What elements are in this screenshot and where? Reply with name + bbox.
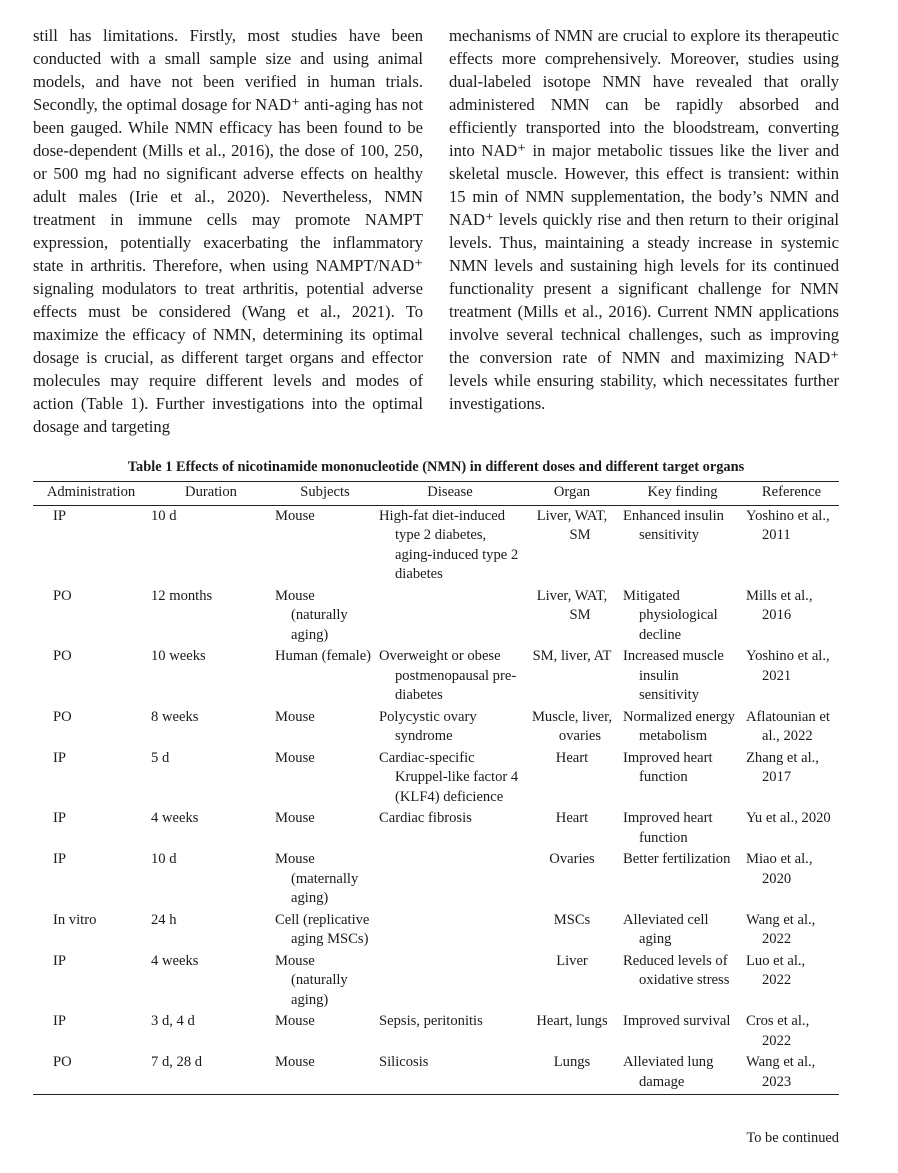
cell-disease [377,951,523,1012]
cell-text: Heart [555,749,589,766]
cell-organ [523,707,621,748]
cell-text: Better fertilization [623,851,731,867]
cell-text: Mouse (naturally aging) [275,952,348,1008]
cell-text: IP [53,507,66,524]
cell-disease [377,808,523,849]
cell-text: 24 h [151,911,177,928]
header-organ: Organ [523,482,621,506]
table-row [33,586,839,647]
cell-key-finding [621,748,744,809]
cell-text: Improved heart function [623,749,713,785]
cell-disease [377,1011,523,1052]
table-row [33,1052,839,1095]
cell-text: 7 d, 28 d [151,1054,203,1070]
cell-key-finding [621,910,744,951]
cell-text: Mouse [275,507,315,524]
cell-disease [377,849,523,910]
cell-duration [149,849,273,910]
cell-administration [33,1052,149,1095]
header-reference: Reference [744,482,839,506]
cell-administration [33,910,149,951]
cell-text: 5 d [151,749,170,766]
cell-text: Liver, WAT, SM [536,507,608,543]
cell-subjects [273,646,377,707]
cell-subjects [273,1011,377,1052]
cell-key-finding [621,1052,744,1095]
table-row [33,748,839,809]
cell-administration [33,951,149,1012]
cell-reference [744,1052,839,1095]
cell-duration [149,1052,273,1095]
cell-text: Mills et al., 2016 [746,587,813,623]
cell-reference [744,910,839,951]
cell-duration [149,910,273,951]
cell-text: Mouse (maternally aging) [275,851,359,906]
header-administration: Administration [33,482,149,506]
cell-key-finding [621,586,744,647]
cell-text: Liver [556,952,588,969]
cell-text: PO [53,1054,72,1070]
cell-text: Mitigated physiological decline [623,587,718,643]
cell-disease [377,910,523,951]
cell-organ [523,849,621,910]
cell-text: PO [53,648,72,664]
cell-subjects [273,505,377,586]
table-row [33,1011,839,1052]
header-subjects: Subjects [273,482,377,506]
cell-text: 4 weeks [151,810,199,826]
cell-duration [149,951,273,1012]
cell-administration [33,849,149,910]
cell-subjects [273,951,377,1012]
cell-text: PO [53,587,72,604]
cell-duration [149,748,273,809]
to-be-continued-note: To be continued [746,1130,839,1146]
cell-text: Mouse [275,708,315,725]
table-row [33,707,839,748]
cell-text: Cardiac fibrosis [379,810,472,826]
cell-text: Cardiac-specific Kruppel-like factor 4 (KLF4) deficience [379,749,519,805]
cell-text: Silicosis [379,1054,429,1070]
cell-subjects [273,849,377,910]
cell-reference [744,707,839,748]
cell-disease [377,707,523,748]
cell-duration [149,1011,273,1052]
cell-reference [744,646,839,707]
cell-disease [377,748,523,809]
cell-organ [523,646,621,707]
cell-text: 10 d [151,507,177,524]
left-column-text: still has limitations. Firstly, most studies have been conducted with a small sample size and using animal models, and have not been verified in human trials. Secondly, the optimal dosage for NAD⁺ anti-aging has not been gauged. While NMN efficacy has been found to be dose-dependent (Mills et al., 2016), the dose of 100, 250, or 500 mg had no significant adverse effects on healthy adult males (Irie et al., 2020). Nevertheless, NMN treatment in immune cells may promote NAMPT expression, potentially exacerbating the inflammatory state in arthritis. Therefore, when using NAMPT/NAD⁺ signaling modulators to treat arthritis, potential adverse effects must be considered (Wang et al., 2021). To maximize the efficacy of NMN, determining its optimal dosage is crucial, as different target organs and effector molecules may require different levels and modes of action (Table 1). Further investigations into the optimal dosage and targeting [33,26,423,436]
cell-disease [377,646,523,707]
cell-text: Liver, WAT, SM [536,587,608,623]
cell-subjects [273,586,377,647]
cell-reference [744,849,839,910]
cell-administration [33,808,149,849]
cell-subjects [273,910,377,951]
cell-text: MSCs [553,911,591,928]
cell-text: Increased muscle insulin sensitivity [623,648,724,703]
cell-text: SM, liver, AT [532,648,612,664]
table-body [33,505,839,1095]
cell-text: Normalized energy metabolism [623,708,735,744]
cell-key-finding [621,849,744,910]
table-row [33,646,839,707]
cell-text: 10 d [151,851,177,867]
header-key-finding: Key finding [621,482,744,506]
header-duration: Duration [149,482,273,506]
cell-disease [377,586,523,647]
cell-duration [149,646,273,707]
cell-text: IP [53,851,66,867]
table-row [33,505,839,586]
nmn-effects-table [33,481,839,1095]
cell-text: In vitro [53,911,97,928]
table-row [33,910,839,951]
cell-text: Yoshino et al., 2021 [746,648,830,684]
cell-text: Mouse [275,749,315,766]
cell-administration [33,646,149,707]
cell-text: 4 weeks [151,952,199,969]
cell-text: Cros et al., 2022 [746,1013,810,1049]
cell-administration [33,1011,149,1052]
cell-text: PO [53,708,72,725]
cell-organ [523,951,621,1012]
cell-text: Cell (replicative aging MSCs) [275,911,370,947]
cell-text: Improved heart function [623,810,713,846]
cell-text: Yoshino et al., 2011 [746,507,830,543]
cell-text: Wang et al., 2022 [746,911,816,947]
cell-key-finding [621,646,744,707]
cell-text: Mouse [275,1013,315,1029]
cell-text: IP [53,749,66,766]
cell-reference [744,1011,839,1052]
cell-text: IP [53,952,66,969]
cell-organ [523,586,621,647]
cell-text: IP [53,810,66,826]
cell-duration [149,808,273,849]
table-row [33,808,839,849]
cell-text: Wang et al., 2023 [746,1054,816,1090]
body-text [33,24,839,438]
cell-key-finding [621,505,744,586]
cell-text: Human (female) [275,648,372,664]
cell-text: Mouse [275,810,315,826]
cell-administration [33,505,149,586]
cell-text: Alleviated lung damage [623,1054,714,1090]
cell-text: Miao et al., 2020 [746,851,813,887]
right-column-text: mechanisms of NMN are crucial to explore its therapeutic effects more comprehensively. Moreover, studies using dual-labeled isotope NMN have revealed that orally administered NMN can be rapidly absorbed and efficiently transported into the bloodstream, converting into NAD⁺ in major metabolic tissues like the liver and skeletal muscle. However, this effect is transient: within 15 min of NMN supplementation, the body’s NMN and NAD⁺ levels quickly rise and then return to their original levels. Thus, maintaining a steady increase in systemic NMN levels and sustaining high levels for its continued functionality present a significant challenge for NMN treatment (Mills et al., 2016). Current NMN applications involve several technical challenges, such as improving the conversion rate of NMN and maximizing NAD⁺ levels while ensuring stability, which necessitates further investigations. [449,26,839,413]
cell-text: Sepsis, peritonitis [379,1013,483,1029]
table-caption: Table 1 Effects of nicotinamide mononucleotide (NMN) in different doses and different target organs [127,459,745,475]
cell-administration [33,707,149,748]
cell-text: 10 weeks [151,648,206,664]
cell-text: 12 months [151,587,213,604]
cell-text: Alleviated cell aging [623,911,709,947]
cell-text: Reduced levels of oxidative stress [623,952,730,988]
cell-subjects [273,1052,377,1095]
table-row [33,849,839,910]
cell-organ [523,910,621,951]
header-disease: Disease [377,482,523,506]
cell-subjects [273,808,377,849]
cell-text: Enhanced insulin sensitivity [623,507,724,543]
cell-key-finding [621,808,744,849]
cell-organ [523,1052,621,1095]
cell-disease [377,505,523,586]
cell-key-finding [621,951,744,1012]
cell-text: 3 d, 4 d [151,1013,195,1029]
cell-subjects [273,748,377,809]
cell-text: Ovaries [549,851,595,867]
table-row [33,951,839,1012]
cell-text: 8 weeks [151,708,199,725]
cell-key-finding [621,1011,744,1052]
cell-duration [149,707,273,748]
cell-organ [523,808,621,849]
cell-reference [744,748,839,809]
table-1 [33,457,839,1095]
cell-organ [523,1011,621,1052]
table-header-row [33,482,839,506]
cell-duration [149,586,273,647]
cell-text: Heart, lungs [536,1013,608,1029]
cell-text: High-fat diet-induced type 2 diabetes, aging-induced type 2 diabetes [379,507,519,582]
cell-reference [744,951,839,1012]
cell-text: Aflatounian et al., 2022 [746,708,830,744]
cell-text: Mouse [275,1054,315,1070]
cell-text: Mouse (naturally aging) [275,587,348,643]
cell-reference [744,808,839,849]
cell-reference [744,586,839,647]
cell-organ [523,505,621,586]
cell-organ [523,748,621,809]
cell-text: Luo et al., 2022 [746,952,806,988]
cell-duration [149,505,273,586]
cell-subjects [273,707,377,748]
cell-disease [377,1052,523,1095]
cell-text: Improved survival [623,1013,731,1029]
cell-text: Heart [555,810,589,826]
cell-text: Lungs [553,1054,591,1070]
cell-text: Zhang et al., 2017 [746,749,819,785]
cell-text: Muscle, liver, ovaries [531,708,613,744]
cell-key-finding [621,707,744,748]
cell-reference [744,505,839,586]
cell-text: Polycystic ovary syndrome [379,708,477,744]
cell-text: IP [53,1013,66,1029]
cell-administration [33,748,149,809]
cell-text: Overweight or obese postmenopausal pre-diabetes [379,648,517,703]
cell-administration [33,586,149,647]
cell-text: Yu et al., 2020 [746,810,831,826]
